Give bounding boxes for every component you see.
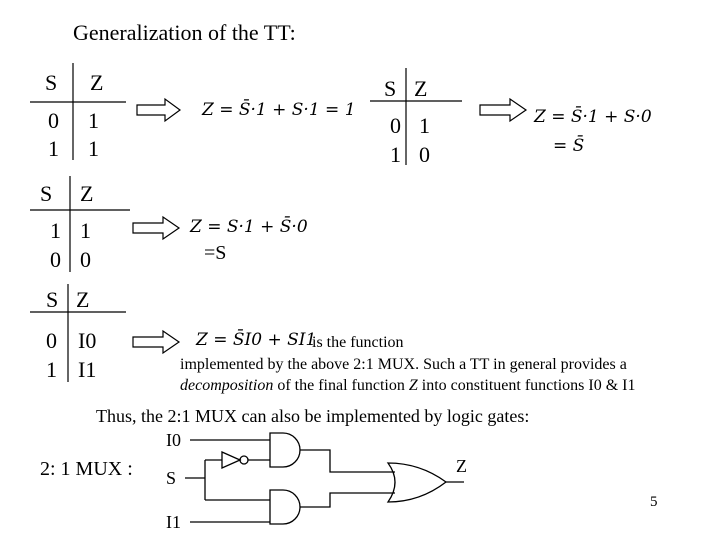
table1-cell: 1 [48, 136, 59, 161]
table2-equation: Z = S̄·1 + S·0 [534, 107, 652, 127]
table3-result: =S [204, 242, 227, 264]
input-s-label: S [166, 468, 177, 488]
table4-text-inline: is the function [312, 334, 404, 351]
arrow-icon-2 [480, 99, 526, 121]
table1-cell: 1 [88, 136, 99, 161]
table4-cell: I0 [78, 328, 97, 353]
table3-equation: Z = S·1 + S̄·0 [190, 217, 308, 237]
table1-cell: 0 [48, 108, 59, 133]
table3-cell: 0 [80, 247, 91, 272]
table4-head-s: S [46, 287, 59, 312]
or-gate [388, 463, 446, 502]
table3-cell: 1 [50, 218, 61, 243]
input-i1-label: I1 [166, 512, 181, 532]
mux-label: 2: 1 MUX : [40, 458, 133, 480]
arrow-icon-4 [133, 331, 179, 353]
and-gate-lower [270, 490, 300, 524]
table2-cell: 1 [390, 142, 401, 167]
table1-head-z: Z [90, 70, 104, 95]
table4-head-z: Z [76, 287, 90, 312]
table4-text-line2: implemented by the above 2:1 MUX. Such a TT in general provides a [180, 356, 627, 373]
mux-circuit [185, 433, 464, 524]
table2-cell: 0 [390, 113, 401, 138]
gates-intro-text: Thus, the 2:1 MUX can also be implemented by logic gates: [96, 406, 530, 426]
table1-head-s: S [45, 70, 58, 95]
table4-equation: Z = S̄I0 + SI1 [196, 330, 317, 350]
table4-text-line3: decomposition of the final function Z into constituent functions I0 & I1 [180, 377, 636, 394]
table2-head-s: S [384, 76, 397, 101]
arrow-icon-3 [133, 217, 179, 239]
input-i0-label: I0 [166, 430, 181, 450]
table2-cell: 1 [419, 113, 430, 138]
table3-cell: 0 [50, 247, 61, 272]
arrow-icon-1 [137, 99, 180, 121]
table2-result: = S̄ [553, 136, 585, 156]
table4-cell: 0 [46, 328, 57, 353]
table4-cell: I1 [78, 357, 97, 382]
table4-cell: 1 [46, 357, 57, 382]
and-gate-upper [270, 433, 300, 467]
table3-cell: 1 [80, 218, 91, 243]
table3-head-z: Z [80, 181, 94, 206]
table2-cell: 0 [419, 142, 430, 167]
not-gate [222, 452, 240, 468]
table1-cell: 1 [88, 108, 99, 133]
table3-head-s: S [40, 181, 53, 206]
table2-head-z: Z [414, 76, 428, 101]
slide-title: Generalization of the TT: [73, 20, 296, 45]
table1-equation: Z = S̄·1 + S·1 = 1 [202, 100, 356, 120]
output-z-label: Z [456, 456, 467, 476]
page-number: 5 [650, 494, 658, 510]
